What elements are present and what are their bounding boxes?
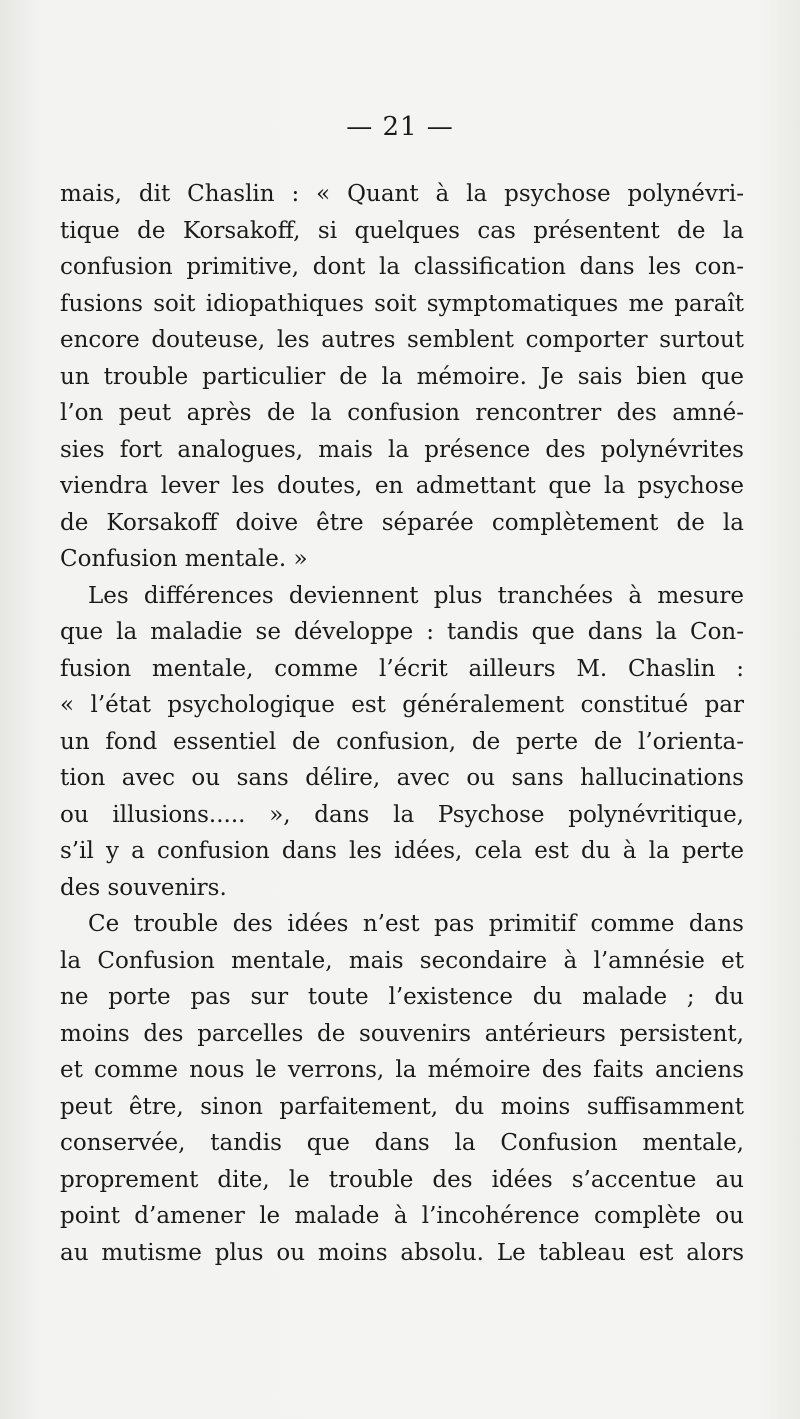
text-line: peut être, sinon parfaitement, du moins suffisamment	[60, 1093, 744, 1120]
text-line: tique de Korsakoff, si quelques cas présentent de la	[60, 217, 744, 244]
text-line: un fond essentiel de confusion, de perte de l’orienta-	[60, 728, 744, 755]
text-line: s’il y a confusion dans les idées, cela est du à la perte	[60, 838, 744, 864]
text-line: de Korsakoff doive être séparée complètement de la	[60, 509, 744, 536]
text-line: fusions soit idiopathiques soit symptomatiques me paraît	[60, 290, 744, 317]
text-line: proprement dite, le trouble des idées s’accentue au	[60, 1166, 744, 1193]
text-line: au mutisme plus ou moins absolu. Le tableau est alors	[60, 1239, 744, 1266]
text-line: ne porte pas sur toute l’existence du malade ; du	[60, 984, 744, 1010]
page-number: — 21 —	[346, 112, 454, 142]
text-line: point d’amener le malade à l’incohérence complète ou	[60, 1203, 744, 1229]
text-line: encore douteuse, les autres semblent comporter surtout	[60, 327, 744, 353]
text-line: conservée, tandis que dans la Confusion mentale,	[60, 1130, 744, 1156]
text-line: des souvenirs.	[60, 874, 227, 901]
text-line: la Confusion mentale, mais secondaire à l’amnésie et	[60, 947, 744, 974]
text-line: confusion primitive, dont la classification dans les con-	[60, 254, 744, 280]
text-line: que la maladie se développe : tandis que dans la Con-	[60, 619, 744, 645]
text-line: mais, dit Chaslin : « Quant à la psychose polynévri-	[60, 181, 744, 207]
text-line: et comme nous le verrons, la mémoire des faits anciens	[60, 1057, 744, 1083]
text-line: tion avec ou sans délire, avec ou sans hallucinations	[60, 765, 744, 791]
text-line: moins des parcelles de souvenirs antérieurs persistent,	[60, 1020, 744, 1047]
text-line: sies fort analogues, mais la présence des polynévrites	[60, 436, 744, 463]
text-line: un trouble particulier de la mémoire. Je sais bien que	[60, 363, 744, 390]
text-line: Confusion mentale. »	[60, 546, 308, 572]
body-text	[60, 176, 744, 1271]
text-line: fusion mentale, comme l’écrit ailleurs M. Chaslin :	[60, 655, 744, 682]
text-line: Les différences deviennent plus tranchées à mesure	[88, 582, 744, 609]
text-line: l’on peut après de la confusion rencontrer des amné-	[60, 400, 744, 426]
text-line: Ce trouble des idées n’est pas primitif comme dans	[88, 911, 744, 937]
text-line: ou illusions..... », dans la Psychose polynévritique,	[60, 801, 744, 828]
text-line: « l’état psychologique est généralement constitué par	[60, 692, 744, 718]
text-line: viendra lever les doutes, en admettant que la psychose	[60, 473, 744, 499]
